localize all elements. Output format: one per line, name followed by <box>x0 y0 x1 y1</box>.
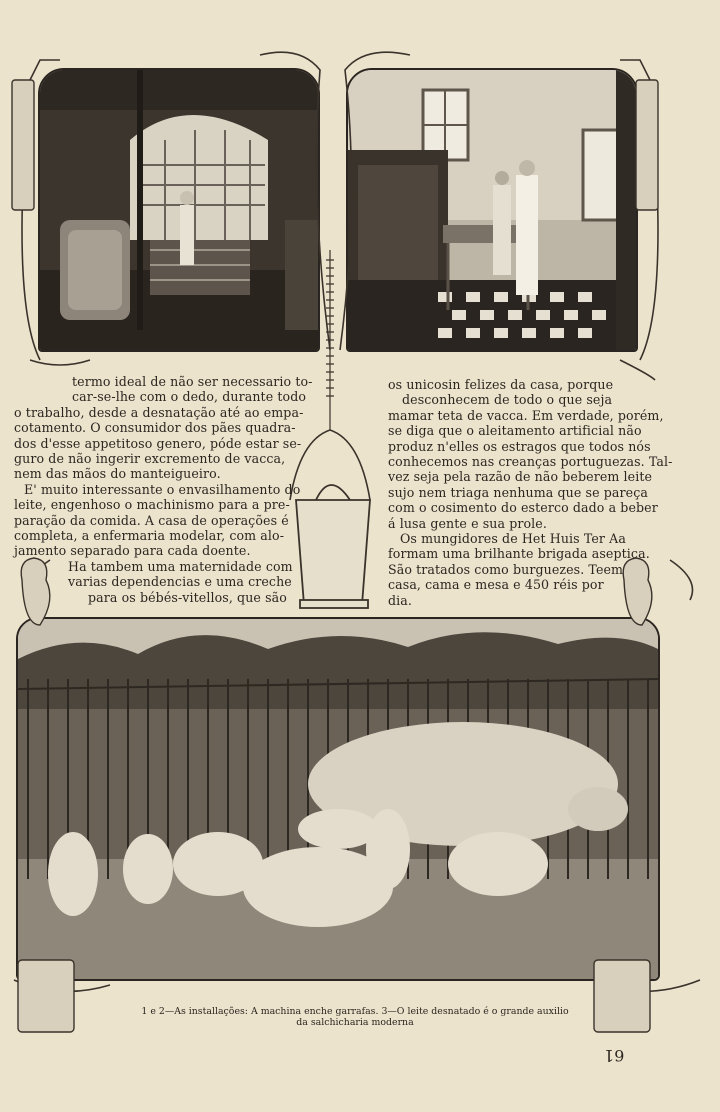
article-column-right <box>388 377 673 608</box>
milk-pail-ornament <box>296 485 370 608</box>
page-number: 61 <box>604 1046 625 1065</box>
caption-line-1: 1 e 2—As installações: A machina enche garrafas. 3—O leite desnatado é o grande auxilio <box>141 1006 569 1017</box>
text-line: dos d'esse appetitoso genero, póde estar se- <box>14 435 302 451</box>
text-line: formam uma brilhante brigada aseptica. <box>388 546 650 562</box>
article-column-left <box>14 374 313 605</box>
text-line: Os mungidores de Het Huis Ter Aa <box>400 531 626 547</box>
text-line: casa, cama e mesa e 450 réis por <box>388 577 604 593</box>
text-line: produz n'elles os estragos que todos nós <box>388 438 651 454</box>
text-line: completa, a enfermaria modelar, com alo- <box>14 528 285 544</box>
text-line: cotamento. O consumidor dos pães quadra- <box>14 420 296 436</box>
text-line: car-se-lhe com o dedo, durante todo <box>72 389 307 405</box>
text-line: leite, engenhoso o machinismo para a pre- <box>14 497 290 513</box>
bottle-filler-coil <box>326 250 334 430</box>
text-line: á lusa gente e sua prole. <box>388 515 547 531</box>
caption-line-2: da salchicharia moderna <box>296 1017 414 1028</box>
text-line: E' muito interessante o envasilhamento do <box>24 481 301 497</box>
text-line: termo ideal de não ser necessario to- <box>72 374 313 389</box>
text-line: Ha tambem uma maternidade com <box>68 558 293 574</box>
text-line: vez seja pela razão de não beberem leite <box>388 469 653 485</box>
text-line: nem das mãos do manteigueiro. <box>14 466 221 482</box>
text-line: sujo nem triaga nenhuma que se pareça <box>388 484 648 500</box>
text-line: paração da comida. A casa de operações é <box>14 512 289 528</box>
text-line: jamento separado para cada doente. <box>14 543 251 559</box>
text-line: dia. <box>388 592 413 608</box>
text-line: mamar teta de vacca. Em verdade, porém, <box>388 407 664 423</box>
text-line: varias dependencias e uma creche <box>68 574 292 590</box>
text-line: o trabalho, desde a desnatação até ao empa- <box>14 404 304 420</box>
text-line: São tratados como burguezes. Teem <box>388 561 624 577</box>
text-line: os unicosin felizes da casa, porque <box>388 377 614 392</box>
text-line: com o cosimento do esterco dado a beber <box>388 500 658 516</box>
text-line: conhecemos nas creanças portuguezas. Tal- <box>388 454 673 470</box>
text-line: guro de não ingerir excremento de vacca, <box>14 451 286 467</box>
text-line: para os bébés-vitellos, que são <box>88 589 287 605</box>
photo-caption <box>120 1006 590 1028</box>
text-line: se diga que o aleitamento artificial não <box>388 423 642 439</box>
text-line: desconhecem de todo o que seja <box>402 392 613 408</box>
